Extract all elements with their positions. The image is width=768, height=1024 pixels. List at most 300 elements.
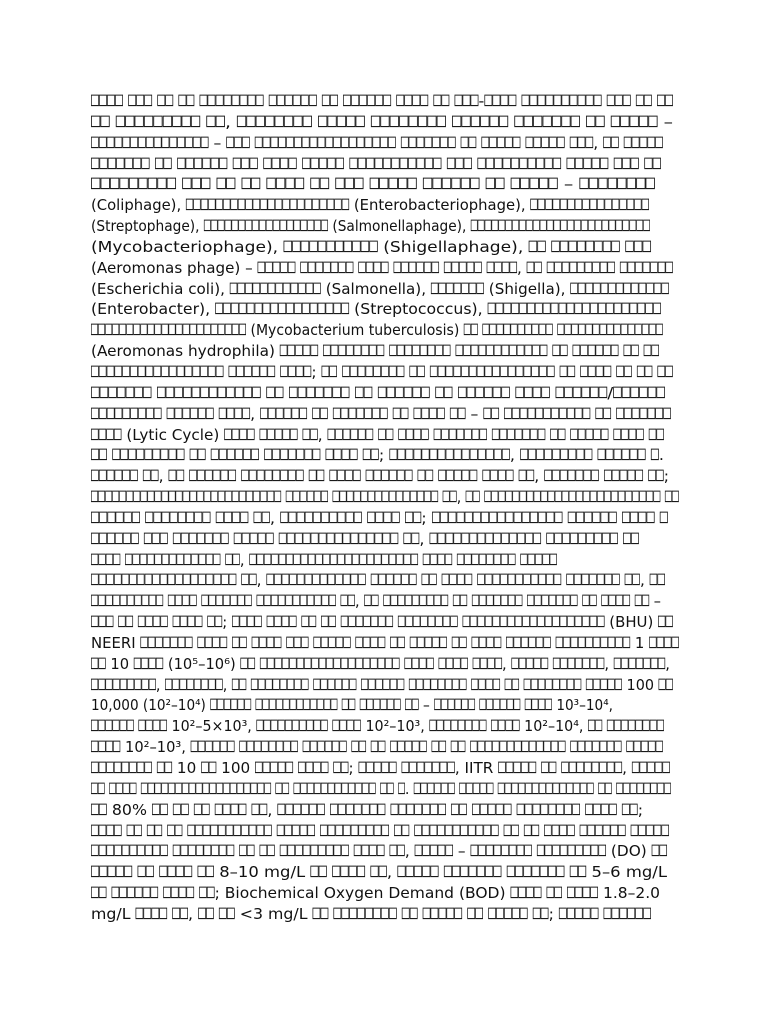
missing-glyph-run: □□ bbox=[523, 816, 540, 840]
missing-glyph-run: □□□□□□□□ bbox=[199, 87, 264, 111]
missing-glyph-run: □□□□□□ bbox=[268, 87, 317, 111]
missing-glyph-run: □□□□□□□ bbox=[491, 420, 546, 444]
missing-glyph-run: □□□□□□□ bbox=[527, 587, 578, 611]
missing-glyph-run: □□□□□□□□□ bbox=[115, 107, 201, 132]
missing-glyph-run: □□□□ bbox=[580, 358, 612, 382]
missing-glyph-run: □□□□□□□□□□ bbox=[91, 837, 168, 861]
missing-glyph-run: □□□□□□□□□□□□□ bbox=[570, 274, 669, 298]
missing-glyph-run: □□□□□□□□□□ bbox=[280, 503, 362, 528]
missing-glyph-run: □□□□ bbox=[491, 712, 520, 736]
missing-glyph-run: □□□□□□□ bbox=[201, 587, 252, 611]
missing-glyph-run: □□□□□□□□ bbox=[370, 107, 447, 132]
text-line-content: (Aeromonas phage) – □□□□□ □□□□□□□ □□□□ □□□□□□ □□□□□ □□□□, □□ □□□□□□□□□ □□□□□□□ bbox=[91, 253, 674, 278]
missing-glyph-run: □□□□□□□ bbox=[613, 649, 666, 674]
missing-glyph-run: □□ bbox=[172, 795, 189, 819]
missing-glyph-run: □□□□ bbox=[524, 691, 553, 715]
missing-glyph-run: □□□□ bbox=[396, 87, 429, 111]
missing-glyph-run: □□ bbox=[91, 774, 105, 799]
missing-glyph-run: □□□□ bbox=[91, 816, 122, 840]
missing-glyph-run: □□ bbox=[341, 691, 356, 715]
missing-glyph-run: □□ bbox=[541, 754, 557, 778]
missing-glyph-run: □□ bbox=[658, 670, 673, 694]
missing-glyph-run: □□□□ bbox=[91, 420, 122, 444]
missing-glyph-run: □□ bbox=[355, 378, 373, 403]
missing-glyph-run: □□□□ bbox=[585, 795, 617, 819]
missing-glyph-run: □□□□□ bbox=[630, 816, 670, 840]
missing-glyph-run: □□□□□□ bbox=[91, 503, 140, 528]
missing-glyph-run: □□□□□□ bbox=[506, 628, 551, 653]
missing-glyph-run: □□□□ bbox=[109, 774, 137, 799]
missing-glyph-run: □□□□□□□□□□□□□□□□ bbox=[530, 191, 650, 215]
missing-glyph-run: □□□□□□ bbox=[327, 420, 374, 444]
missing-glyph-run: □□ bbox=[451, 628, 467, 653]
missing-glyph-run: □□ bbox=[421, 566, 437, 590]
missing-glyph-run: □□ bbox=[504, 670, 520, 694]
missing-glyph-run: □□ bbox=[91, 107, 110, 132]
missing-glyph-run: □□ bbox=[485, 170, 505, 194]
missing-glyph-run: □□□□□□□□ bbox=[429, 712, 487, 736]
missing-glyph-run: □□□□□ bbox=[390, 733, 427, 757]
missing-glyph-run: □□□□□□□□□□□□□□□□□□□ bbox=[259, 649, 400, 674]
missing-glyph-run: □□ bbox=[370, 858, 387, 882]
missing-glyph-run: □□□ bbox=[613, 149, 639, 173]
missing-glyph-run: □□□□□ bbox=[481, 128, 521, 152]
text-line-content: □□□□□□ □□□ □□□□□□□ □□□□□ □□□□□□□□□□□□□□□ □□, □□□□□□□□□□□□□□ □□□□□□□□□ □□ bbox=[91, 524, 640, 549]
missing-glyph-run: □□ bbox=[483, 399, 500, 423]
text-line-content: □□□□□□□ □□□□□□□□□□□□ □□ □□□□□□□ □□ □□□□□□ □□ □□□□□□ □□□□ □□□□□□/□□□□□□ bbox=[91, 378, 666, 403]
missing-glyph-run: □□ bbox=[532, 899, 549, 924]
missing-glyph-run: □□□□□□ bbox=[285, 483, 328, 507]
missing-glyph-run: □□□□ bbox=[297, 754, 329, 778]
missing-glyph-run: □□□ bbox=[226, 128, 250, 152]
missing-glyph-run: □□□□□□□□□ bbox=[319, 816, 390, 840]
missing-glyph-run: □□ bbox=[664, 483, 679, 507]
missing-glyph-run: □□ bbox=[333, 754, 349, 778]
missing-glyph-run: □□□□□□□□ bbox=[172, 837, 235, 861]
missing-glyph-run: □□ bbox=[155, 149, 172, 173]
missing-glyph-run: □□□□□□□ bbox=[430, 274, 484, 298]
missing-glyph-run: □□□□□□ bbox=[479, 691, 521, 715]
missing-glyph-run: □□ bbox=[546, 879, 563, 903]
missing-glyph-run: □□□□□□□□□□ bbox=[521, 87, 602, 111]
missing-glyph-run: □□□□□□□ bbox=[329, 795, 386, 819]
missing-glyph-run: □□□□□ bbox=[623, 128, 663, 152]
missing-glyph-run: □□□□□□ bbox=[91, 462, 138, 486]
missing-glyph-run: □□ bbox=[199, 879, 215, 903]
missing-glyph-run: □□□□□□□□□□□□□□ bbox=[429, 524, 542, 549]
missing-glyph-run: □□□□□□ bbox=[393, 253, 440, 278]
missing-glyph-run: □□□□ bbox=[422, 545, 453, 569]
missing-glyph-run: □□□□ bbox=[566, 879, 599, 903]
text-line-content: □□ □□□□ □□□□□□□□□□□□□□□□□□□ □□ □□□□□□□□□□□□ □□ □. □□□□□□ □□□□□ □□□□□□□□□□□□□□ □□ □□□□□□□□ bbox=[91, 774, 671, 799]
missing-glyph-run: □□ bbox=[433, 87, 450, 111]
missing-glyph-run: □□□□□□□□□ bbox=[91, 170, 177, 194]
missing-glyph-run: □□□□□□ bbox=[166, 399, 214, 423]
missing-glyph-run: □□ bbox=[389, 837, 405, 861]
missing-glyph-run: □□ bbox=[312, 399, 328, 423]
missing-glyph-run: □□ bbox=[157, 87, 174, 111]
missing-glyph-run: □□□□□□□□ bbox=[397, 608, 458, 632]
missing-glyph-run: □□ bbox=[390, 628, 405, 653]
missing-glyph-run: □□□□□ bbox=[626, 733, 663, 757]
text-line-content: □□□□□□□□ □□ 10 □□ 100 □□□□□ □□□□ □□; □□□□□ □□□□□□□, IITR □□□□□ □□ □□□□□□□□, □□□□□ bbox=[91, 754, 670, 778]
missing-glyph-run: □□ bbox=[310, 170, 330, 194]
missing-glyph-run: □□□□□□ bbox=[260, 399, 308, 423]
text-line-content: □□□□□□□□□□□□□□□□□□□□□□ (Mycobacterium tuberculosis) □□ □□□□□□□□□□ □□□□□□□□□□□□□□□ bbox=[91, 316, 663, 340]
missing-glyph-run: □□□ bbox=[232, 149, 258, 173]
missing-glyph-run: □□□□□ bbox=[422, 899, 463, 924]
missing-glyph-run: □ bbox=[398, 774, 406, 799]
text-line-content: □□□□□□□□□□ □□□□□□□□ □□ □□ □□□□□□□□□ □□□□ □□, □□□□□ – □□□□□□□□ □□□□□□□□□ (DO) □□ bbox=[91, 837, 668, 861]
missing-glyph-run: □□□□□□ bbox=[277, 795, 325, 819]
missing-glyph-run: □□□□□□□□ bbox=[342, 358, 405, 382]
missing-glyph-run: □□□□ bbox=[266, 170, 305, 194]
missing-glyph-run: □□ bbox=[308, 462, 325, 486]
body-text bbox=[91, 87, 691, 925]
missing-glyph-run: □□□□□□ bbox=[579, 816, 626, 840]
missing-glyph-run: □□□□□□ bbox=[210, 441, 260, 465]
missing-glyph-run: □□□□□□□□□ bbox=[383, 587, 449, 611]
missing-glyph-run: □□□□ bbox=[332, 858, 366, 882]
missing-glyph-run: □□□□□□□□□□ bbox=[482, 316, 553, 340]
missing-glyph-run: □□ bbox=[137, 858, 154, 882]
missing-glyph-run: □□ bbox=[634, 587, 650, 611]
missing-glyph-run: □□□□□□□□□□□□□□□□□□□□□□□□□ bbox=[484, 483, 661, 507]
missing-glyph-run: □□□□□□□□□□ bbox=[91, 587, 164, 611]
missing-glyph-run: □□□□□□□□ bbox=[239, 733, 299, 757]
missing-glyph-run: □□□□ bbox=[472, 649, 503, 674]
missing-glyph-run: □□□□□□□ bbox=[544, 462, 599, 486]
missing-glyph-run: □□ bbox=[241, 170, 261, 194]
missing-glyph-run: □□□□□□□ bbox=[400, 128, 456, 152]
missing-glyph-run: □□□□□□□□□ bbox=[546, 253, 616, 278]
missing-glyph-run: □□ bbox=[193, 795, 210, 819]
missing-glyph-run: □□□□ bbox=[404, 649, 434, 674]
missing-glyph-run: □□□□ bbox=[133, 649, 164, 674]
missing-glyph-run: □□ bbox=[582, 587, 597, 611]
missing-glyph-run: □□□□ bbox=[621, 503, 655, 528]
missing-glyph-run: □□□□□□□□ bbox=[322, 337, 385, 361]
missing-glyph-run: □□ bbox=[321, 358, 338, 382]
missing-glyph-run: □□□□□□ bbox=[189, 462, 237, 486]
missing-glyph-run: □□ bbox=[266, 378, 284, 403]
missing-glyph-run: □□□□ bbox=[413, 399, 445, 423]
missing-glyph-run: □□□□ bbox=[231, 608, 262, 632]
text-line-content: □□□□□□□□□□□□□□□□□□□□□□□□□□□ □□□□□□ □□□□□□□□□□□□□□□ □□, □□ □□□□□□□□□□□□□□□□□□□□□□□□□ □□ bbox=[91, 483, 679, 507]
missing-glyph-run: □□□□□□□□ bbox=[236, 107, 313, 132]
missing-glyph-run: □□□□□□□□□□ bbox=[555, 628, 631, 653]
missing-glyph-run: □□□□ bbox=[266, 608, 297, 632]
missing-glyph-run: □□ bbox=[91, 795, 107, 819]
text-line-content: NEERI □□□□□□□ □□□□ □□ □□□□ □□□ □□□□□ □□□□ □□ □□□□□ □□ □□□□ □□□□□□ □□□□□□□□□□ 1 □□□□ bbox=[91, 628, 679, 653]
missing-glyph-run: □□□□□□□ bbox=[552, 649, 605, 674]
text-line-content: (Aeromonas hydrophila) □□□□□ □□□□□□□□ □□□□□□□□ □□□□□□□□□□□□ □□ □□□□□□ □□ □□ bbox=[91, 337, 660, 361]
text-line-content: □□ □□□□□□□□□ □□ □□□□□□ □□□□□□□ □□□□ □□; □□□□□□□□□□□□□□□, □□□□□□□□□ □□□□□□ □. bbox=[91, 441, 664, 465]
missing-glyph-run: □□ bbox=[401, 899, 418, 924]
missing-glyph-run: □□□□□ bbox=[459, 774, 494, 799]
text-line-content: □□□□□□□□□ □□□□□□ □□□□, □□□□□□ □□ □□□□□□□ □□ □□□□ □□ – □□ □□□□□□□□□□□ □□ □□□□□□□ bbox=[91, 399, 672, 423]
missing-glyph-run: □□ bbox=[378, 420, 394, 444]
missing-glyph-run: □□□ bbox=[91, 608, 114, 632]
missing-glyph-run: □□□□ bbox=[484, 87, 517, 111]
missing-glyph-run: □□ bbox=[643, 337, 660, 361]
text-line-content: □□□□□ □□ □□□□ □□ 8–10 mg/L □□ □□□□ □□, □□□□□ □□□□□□□ □□□□□□□ □□ 5–6 mg/L bbox=[91, 858, 667, 882]
text-line-content: □□□□ □□□□□□□□□□□□□ □□, □□□□□□□□□□□□□□□□□□□□□□□ □□□□ □□□□□□□□ □□□□□ bbox=[91, 545, 558, 569]
missing-glyph-run: □□ bbox=[253, 503, 270, 528]
missing-glyph-run: □□□□□□□□□□□ bbox=[504, 399, 591, 423]
missing-glyph-run: □□□□□ bbox=[585, 670, 622, 694]
missing-glyph-run: □□ bbox=[218, 899, 235, 924]
missing-glyph-run: □□□□ bbox=[263, 149, 297, 173]
missing-glyph-run: □□□□□ bbox=[558, 899, 599, 924]
missing-glyph-run: □□ bbox=[503, 816, 519, 840]
missing-glyph-run: □□ bbox=[312, 899, 329, 924]
missing-glyph-run: □□□□□□□ bbox=[332, 399, 388, 423]
missing-glyph-run: □□□□ bbox=[353, 837, 385, 861]
missing-glyph-run: □□□□□□□□□□□□□□□□□□□□□□ bbox=[185, 191, 350, 215]
missing-glyph-run: □□□□□□□ bbox=[566, 566, 620, 590]
missing-glyph-run: □□ bbox=[651, 837, 668, 861]
missing-glyph-run: □□ bbox=[404, 503, 422, 528]
missing-glyph-run: □□ bbox=[550, 420, 566, 444]
missing-glyph-run: □□□□ bbox=[358, 253, 389, 278]
missing-glyph-run: □□□□ bbox=[325, 441, 358, 465]
missing-glyph-run: □□□□ bbox=[482, 462, 514, 486]
missing-glyph-run: □□ bbox=[460, 128, 477, 152]
missing-glyph-run: □□□□□□□ bbox=[443, 858, 502, 882]
missing-glyph-run: □□ bbox=[649, 566, 666, 590]
missing-glyph-run: □□□□□□□□□□□□ bbox=[293, 774, 376, 799]
missing-glyph-run: □□ bbox=[231, 628, 247, 653]
missing-glyph-run: □□□□□□□□□□□ bbox=[349, 149, 442, 173]
missing-glyph-run: □□□□ bbox=[355, 628, 386, 653]
missing-glyph-run: □□□□□□□□□ bbox=[112, 441, 185, 465]
missing-glyph-run: □□□□ bbox=[224, 420, 255, 444]
missing-glyph-run: □□□□□□□□□□□ bbox=[283, 232, 378, 257]
missing-glyph-run: □□□□□□□□ bbox=[333, 899, 397, 924]
missing-glyph-run: □□ bbox=[449, 399, 466, 423]
missing-glyph-run: □□□□□□ bbox=[365, 462, 413, 486]
missing-glyph-run: □□□□□□ bbox=[458, 378, 510, 403]
missing-glyph-run: □□□□□□ bbox=[91, 712, 134, 736]
missing-glyph-run: □□ bbox=[658, 608, 673, 632]
missing-glyph-run: □□□ bbox=[606, 87, 631, 111]
missing-glyph-run: □□□□□□ bbox=[370, 566, 417, 590]
missing-glyph-run: □□ bbox=[364, 587, 379, 611]
missing-glyph-run: □□□□□ bbox=[511, 649, 549, 674]
missing-glyph-run: □□□ bbox=[625, 232, 652, 257]
missing-glyph-run: □□ bbox=[167, 816, 183, 840]
text-line-content: mg/L □□□□ □□, □□ □□ <3 mg/L □□ □□□□□□□□ □□ □□□□□ □□ □□□□□ □□; □□□□□ □□□□□□ bbox=[91, 899, 652, 924]
missing-glyph-run: □□□ bbox=[335, 170, 364, 194]
missing-glyph-run: □□ bbox=[321, 87, 338, 111]
missing-glyph-run: □□□□ bbox=[649, 628, 679, 653]
missing-glyph-run: □□□□□□□ bbox=[264, 441, 321, 465]
missing-glyph-run: □□□□□□□□□□□□□□□□□□□ bbox=[140, 774, 272, 799]
missing-glyph-run: □□□□ bbox=[137, 608, 168, 632]
missing-glyph-run: □□□□□□□□□□□□□□□□ bbox=[429, 358, 555, 382]
text-line-content: □□□□□□□□□□□□□□□□□□□ □□, □□□□□□□□□□□□□ □□□□□□ □□ □□□□ □□□□□□□□□□□ □□□□□□□ □□, □□ bbox=[91, 566, 666, 590]
missing-glyph-run: □□□□ bbox=[159, 858, 193, 882]
missing-glyph-run: □□□□□□ bbox=[567, 503, 617, 528]
missing-glyph-run: □□□□□□ bbox=[597, 441, 646, 465]
missing-glyph-run: □□ bbox=[168, 462, 185, 486]
text-line-content: (Mycobacteriophage), □□□□□□□□□□□ (Shigellaphage), □□ □□□□□□□□ □□□ bbox=[91, 232, 652, 257]
missing-glyph-run: □□□□□ bbox=[520, 545, 558, 569]
missing-glyph-run: □□□□□□□ bbox=[140, 628, 193, 653]
missing-glyph-run: □□ bbox=[370, 733, 386, 757]
text-line-content: □□□□□□□□□ □□□ □□ □□ □□□□ □□ □□□ □□□□□ □□□□□□ □□ □□□□□ – □□□□□□□□ bbox=[91, 170, 656, 194]
missing-glyph-run: □□ bbox=[126, 816, 142, 840]
missing-glyph-run: □□□□ bbox=[91, 87, 124, 111]
missing-glyph-run: □□ bbox=[91, 879, 107, 903]
missing-glyph-run: □□□□□ bbox=[257, 253, 296, 278]
missing-glyph-run: □□□ bbox=[143, 524, 168, 549]
text-line-content: □□□□□□□□□, □□□□□□□□, □□ □□□□□□□□ □□□□□□ □□□□□□ □□□□□□□□ □□□□ □□ □□□□□□□□ □□□□□ 100 □□ bbox=[91, 670, 673, 694]
missing-glyph-run: □□□□□□□ bbox=[401, 754, 455, 778]
missing-glyph-run: □□□ bbox=[128, 87, 153, 111]
missing-glyph-run: □□ bbox=[301, 608, 317, 632]
missing-glyph-run: □□□□□□□□□□□□ bbox=[157, 378, 261, 403]
text-line-content: □□□□□□ □□, □□ □□□□□□ □□□□□□□□ □□ □□□□ □□□□□□ □□ □□□□□ □□□□ □□, □□□□□□□ □□□□□ □□; bbox=[91, 462, 670, 486]
missing-glyph-run: □□ bbox=[518, 462, 535, 486]
text-line-content: □□□□□□□□□□□□□□□□□ □□□□□□ □□□□; □□ □□□□□□□□ □□ □□□□□□□□□□□□□□□□ □□ □□□□ □□ □□ □□ bbox=[91, 358, 673, 382]
missing-glyph-run: □□□□□□ bbox=[91, 524, 139, 549]
missing-glyph-run: □□ bbox=[340, 587, 356, 611]
text-line-content: □□□□ (Lytic Cycle) □□□□ □□□□□ □□, □□□□□□ □□ □□□□ □□□□□□□ □□□□□□□ □□ □□□□□ □□□□ □□ bbox=[91, 420, 664, 444]
missing-glyph-run: □□□ bbox=[569, 128, 594, 152]
missing-glyph-run: □□□□□□□□□□ bbox=[477, 149, 562, 173]
missing-glyph-run: □□□ bbox=[454, 87, 479, 111]
missing-glyph-run: □□□□ bbox=[91, 545, 121, 569]
missing-glyph-run: □□□□□ bbox=[414, 837, 454, 861]
missing-glyph-run: □□□□□ bbox=[443, 253, 482, 278]
missing-glyph-run: □□□□□□□□□□□ bbox=[256, 587, 336, 611]
missing-glyph-run: □□ bbox=[450, 733, 466, 757]
missing-glyph-run: □□ bbox=[91, 441, 108, 465]
missing-glyph-run: □□□□□□□□□□□ bbox=[414, 816, 499, 840]
missing-glyph-run: □□□□□ bbox=[317, 107, 365, 132]
missing-glyph-run: □□□□□□□ bbox=[570, 733, 622, 757]
missing-glyph-run: □□□□□ bbox=[276, 816, 316, 840]
missing-glyph-run: □□ bbox=[648, 420, 664, 444]
missing-glyph-run: □□□□ bbox=[215, 503, 249, 528]
text-line-content: □□□□□□□□□□ □□□□ □□□□□□□ □□□□□□□□□□□ □□, □□ □□□□□□□□□ □□ □□□□□□□ □□□□□□□ □□ □□□□ □□ – bbox=[91, 587, 662, 611]
missing-glyph-run: □□ bbox=[152, 795, 168, 819]
missing-glyph-run: □□ bbox=[207, 608, 223, 632]
missing-glyph-run: □□□□ bbox=[214, 795, 247, 819]
missing-glyph-run: □□□□□□ bbox=[359, 691, 401, 715]
missing-glyph-run: □□ bbox=[206, 107, 225, 132]
missing-glyph-run: □ bbox=[659, 503, 668, 528]
missing-glyph-run: □□ bbox=[362, 441, 379, 465]
missing-glyph-run: □□□□□□ bbox=[555, 378, 608, 403]
missing-glyph-run: □□ bbox=[616, 358, 632, 382]
missing-glyph-run: □□ bbox=[225, 545, 240, 569]
text-line-content: □□□□ □□□ □□ □□ □□□□□□□□ □□□□□□ □□ □□□□□□ □□□□ □□ □□□-□□□□ □□□□□□□□□□ □□□ □□ □□ bbox=[91, 87, 674, 111]
missing-glyph-run: □□□□□□□□□□□ bbox=[187, 816, 272, 840]
missing-glyph-run: □□□□ bbox=[280, 358, 312, 382]
text-line-content: □□□□□□□□□□□□□□□ – □□□ □□□□□□□□□□□□□□□□□□ □□□□□□□ □□ □□□□□ □□□□□ □□□, □□ □□□□□ bbox=[91, 128, 663, 152]
missing-glyph-run: □□ bbox=[241, 566, 257, 590]
missing-glyph-run: □□□□ bbox=[251, 628, 282, 653]
missing-glyph-run: □□□□□ bbox=[498, 754, 537, 778]
missing-glyph-run: □□□□□□□□ bbox=[165, 670, 223, 694]
missing-glyph-run: □□□□□□□□□□□ bbox=[477, 566, 562, 590]
missing-glyph-run: □□□□□□□□□ bbox=[91, 399, 162, 423]
missing-glyph-run: □□□□□ bbox=[610, 107, 658, 132]
missing-glyph-run: □□□□□ bbox=[302, 149, 344, 173]
missing-glyph-run: □□□□□ bbox=[254, 754, 294, 778]
missing-glyph-run: □□□□□□ bbox=[613, 378, 666, 403]
missing-glyph-run: □□□□□□□□ bbox=[579, 170, 656, 194]
text-line-content: □□□□ 10²–10³, □□□□□□ □□□□□□□□ □□□□□□ □□ □□ □□□□□ □□ □□ □□□□□□□□□□□□□ □□□□□□□ □□□□□ bbox=[91, 733, 663, 757]
missing-glyph-run: □□□□□ bbox=[488, 899, 528, 924]
text-line-content: □□ 10 □□□□ (10⁵–10⁶) □□ □□□□□□□□□□□□□□□□□□□ □□□□ □□□□ □□□□, □□□□□ □□□□□□□, □□□□□□□, bbox=[91, 649, 670, 674]
missing-glyph-run: □□□□□□□□□□□□□□□□□ bbox=[215, 295, 350, 319]
missing-glyph-run: □□ bbox=[275, 774, 290, 799]
missing-glyph-run: □□□□□ bbox=[570, 420, 609, 444]
missing-glyph-run: □□□□□□□ bbox=[471, 587, 523, 611]
missing-glyph-run: □□□□□□□□□□□□□□□□□□□□□□□□□□ bbox=[470, 212, 650, 236]
missing-glyph-run: □□□□□□□□ bbox=[606, 712, 664, 736]
missing-glyph-run: □□□□□□□□□□□□□□□ bbox=[91, 128, 209, 152]
missing-glyph-run: □□□□□ bbox=[409, 628, 448, 653]
missing-glyph-run: □□ bbox=[201, 754, 217, 778]
missing-glyph-run: □□ bbox=[585, 107, 605, 132]
missing-glyph-run: □□□□□□□□□□□□ bbox=[455, 337, 548, 361]
missing-glyph-run: □□□□□□□□□ bbox=[279, 837, 349, 861]
missing-glyph-run: □□□□□□□□□□□□□ bbox=[125, 545, 221, 569]
missing-glyph-run: □□□□ bbox=[332, 712, 361, 736]
missing-glyph-run: □□□□□ bbox=[566, 149, 609, 173]
missing-glyph-run: □□ bbox=[178, 87, 195, 111]
missing-glyph-run: □□□□□ bbox=[631, 754, 670, 778]
missing-glyph-run: □□ bbox=[251, 795, 268, 819]
missing-glyph-run: □□□□□□□□□□□□ bbox=[255, 691, 338, 715]
missing-glyph-run: □□□□□ bbox=[91, 858, 133, 882]
missing-glyph-run: □□□□□ bbox=[358, 754, 397, 778]
missing-glyph-run: □□ bbox=[624, 566, 640, 590]
missing-glyph-run: □□□□□□□□□□□□□□□□□□□ bbox=[462, 608, 605, 632]
missing-glyph-run: □□□□□□□□□□□□□ bbox=[470, 733, 566, 757]
missing-glyph-run: □□□□□□□□ bbox=[250, 670, 309, 694]
missing-glyph-run: □□□□ bbox=[510, 879, 542, 903]
missing-glyph-run: □□ bbox=[321, 608, 337, 632]
missing-glyph-run: □□ bbox=[380, 774, 394, 799]
missing-glyph-run: □□□□ bbox=[471, 628, 502, 653]
missing-glyph-run: □□ bbox=[569, 858, 587, 882]
missing-glyph-run: □□ bbox=[559, 358, 576, 382]
missing-glyph-run: □□□□□□□□□□□□□□□□□□ bbox=[254, 128, 396, 152]
missing-glyph-run: □□ bbox=[189, 441, 206, 465]
text-line-content: (Escherichia coli), □□□□□□□□□□□□ (Salmonella), □□□□□□□ (Shigella), □□□□□□□□□□□□□ bbox=[91, 274, 669, 298]
missing-glyph-run: □□ bbox=[403, 524, 420, 549]
missing-glyph-run: □□□□□ bbox=[397, 858, 439, 882]
missing-glyph-run: □□□□□□□□□□□□□□□□□□□□□□□□□□□ bbox=[91, 483, 282, 507]
missing-glyph-run: □□□□□□□□ bbox=[616, 774, 671, 799]
missing-glyph-run: □□ bbox=[172, 899, 189, 924]
missing-glyph-run: □□ bbox=[435, 378, 453, 403]
missing-glyph-run: □□ bbox=[216, 170, 236, 194]
text-line-content: □□ □□□□□□ □□□□ □□; Biochemical Oxygen Demand (BOD) □□□□ □□ □□□□ 1.8–2.0 bbox=[91, 879, 661, 903]
missing-glyph-run: □□□□□□ bbox=[434, 691, 476, 715]
missing-glyph-run: □□□□□ bbox=[525, 128, 565, 152]
missing-glyph-run: □□□□ bbox=[544, 816, 575, 840]
missing-glyph-run: □□□□□□□□□□□□□□□ bbox=[557, 316, 663, 340]
missing-glyph-run: □□□□□□□ bbox=[91, 149, 150, 173]
text-line-content: (Enterobacter), □□□□□□□□□□□□□□□□□ (Streptococcus), □□□□□□□□□□□□□□□□□□□□□□ bbox=[91, 295, 662, 319]
